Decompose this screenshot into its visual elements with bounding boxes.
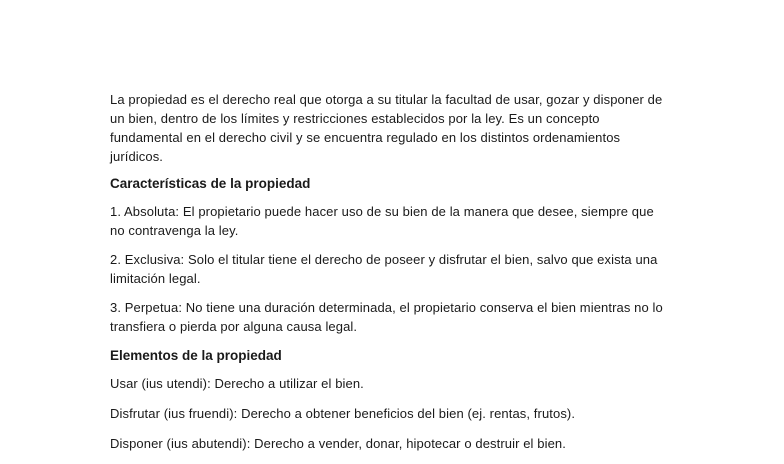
section-heading-elementos: Elementos de la propiedad	[110, 348, 282, 363]
element-item: Disfrutar (ius fruendi): Derecho a obtener beneficios del bien (ej. rentas, frutos).	[110, 406, 576, 421]
section-heading-caracteristicas: Características de la propiedad	[110, 176, 311, 191]
characteristic-item: 2. Exclusiva: Solo el titular tiene el derecho de poseer y disfrutar el bien, salvo que exista una limitación legal.	[110, 252, 658, 286]
element-item: Usar (ius utendi): Derecho a utilizar el bien.	[110, 376, 364, 391]
intro-paragraph: La propiedad es el derecho real que otorga a su titular la facultad de usar, gozar y disponer de un bien, dentro de los límites y restricciones establecidos por la ley. Es un concepto fundamental en el derecho civil y se encuentra regulado en los distintos ordenamientos jurídicos.	[110, 92, 663, 164]
document-body	[110, 90, 670, 464]
characteristic-item: 1. Absoluta: El propietario puede hacer uso de su bien de la manera que desee, siempre que no contravenga la ley.	[110, 204, 654, 238]
characteristic-item: 3. Perpetua: No tiene una duración determinada, el propietario conserva el bien mientras no lo transfiera o pierda por alguna causa legal.	[110, 300, 663, 334]
element-item: Disponer (ius abutendi): Derecho a vender, donar, hipotecar o destruir el bien.	[110, 436, 566, 451]
